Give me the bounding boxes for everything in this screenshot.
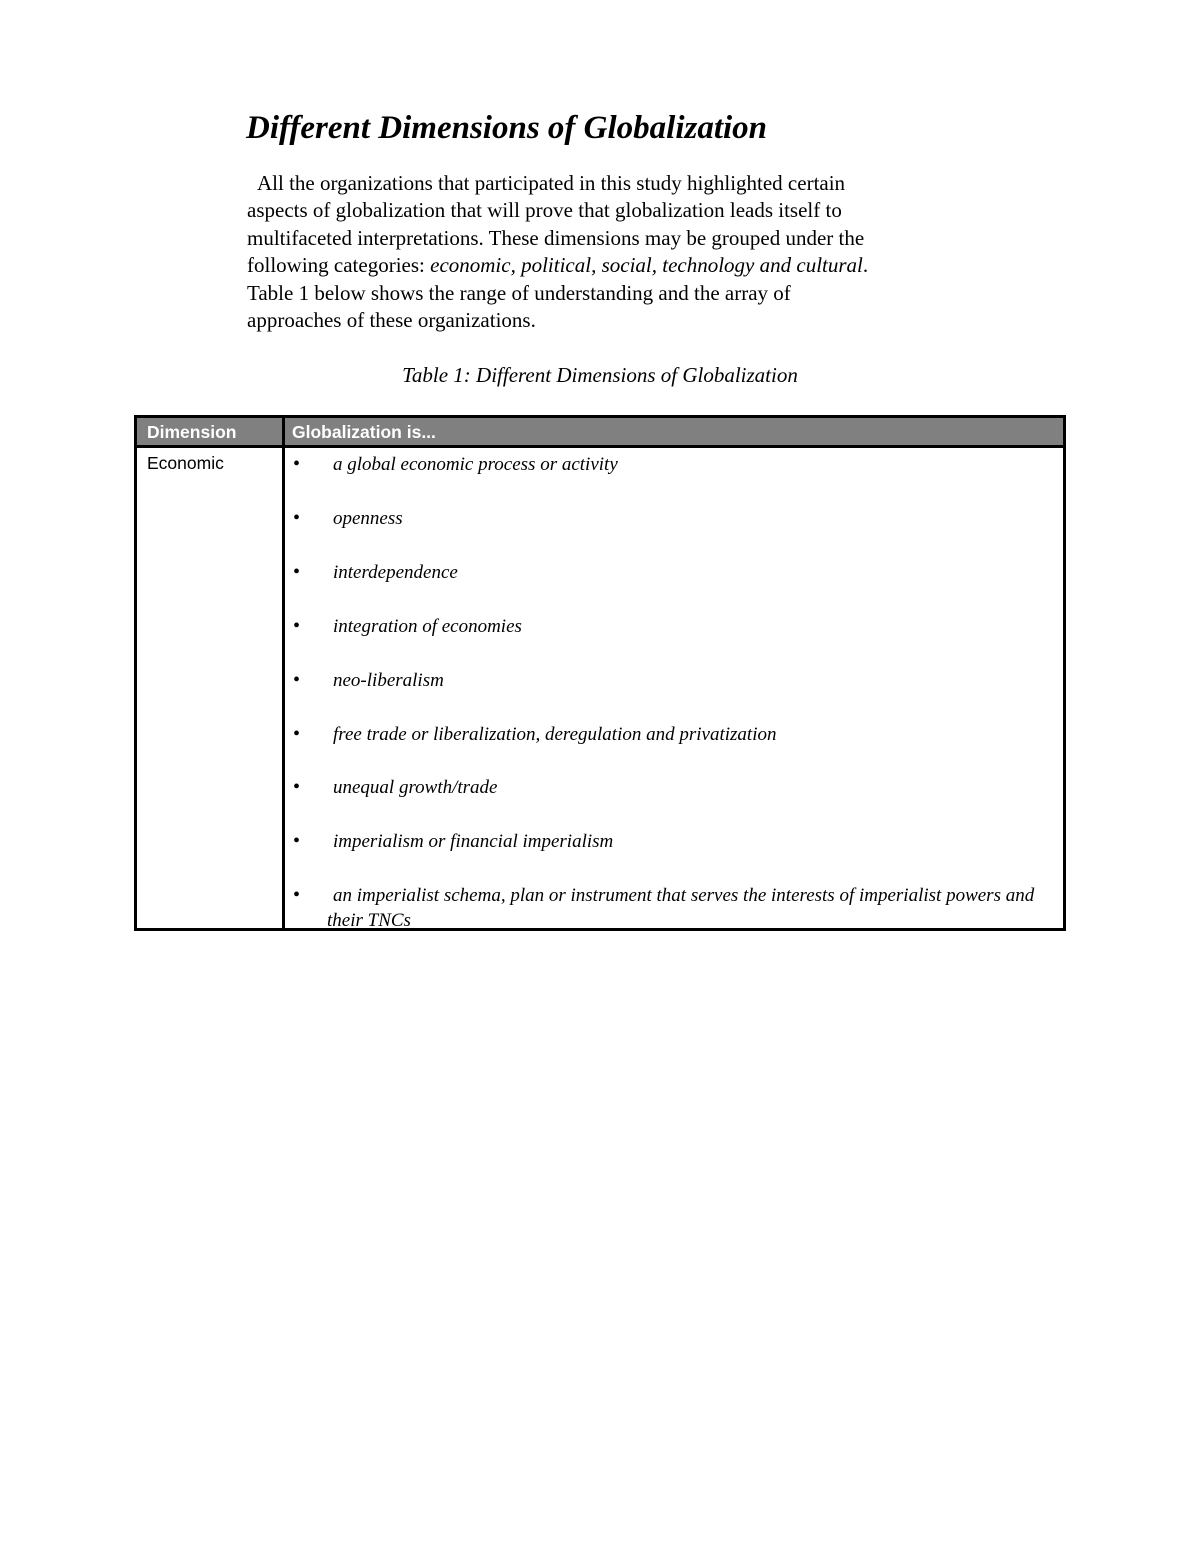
intro-line: Table 1 below shows the range of understanding and the array of (247, 280, 791, 305)
intro-line: multifaceted interpretations. These dimensions may be grouped under the (247, 225, 865, 250)
list-item-text: neo-liberalism (333, 670, 444, 691)
bullet-icon: • (293, 776, 301, 798)
bullet-icon: • (293, 561, 301, 583)
column-header-dimension: Dimension (147, 422, 237, 442)
list-item-text: an imperialist schema, plan or instrument that serves the interests of imperialist powers and their TNCs (327, 885, 1035, 931)
list-item-text: openness (333, 508, 403, 529)
intro-categories-suffix: . (862, 253, 869, 278)
bullet-icon: • (293, 507, 301, 529)
list-item-text: unequal growth/trade (333, 777, 498, 798)
bullet-icon: • (293, 669, 301, 691)
intro-categories-prefix: following categories: (247, 253, 431, 278)
bullet-icon: • (293, 884, 301, 906)
list-item-text: interdependence (333, 562, 458, 583)
intro-paragraph (247, 170, 967, 334)
bullet-icon: • (293, 830, 301, 852)
intro-line-categories (247, 252, 967, 279)
intro-line: All the organizations that participated in this study highlighted certain (257, 171, 846, 195)
column-header-globalization: Globalization is... (292, 422, 436, 442)
list-item-text: integration of economies (333, 616, 522, 637)
intro-line: aspects of globalization that will prove that globalization leads itself to (247, 198, 842, 223)
table-header-row (137, 418, 1063, 448)
document-title: Different Dimensions of Globalization (246, 110, 768, 146)
list-item-text: a global economic process or activity (333, 454, 618, 475)
column-divider (282, 418, 285, 928)
bullet-icon: • (293, 723, 301, 745)
dimensions-table (134, 415, 1066, 931)
intro-categories-list: economic, political, social, technology and cultural (430, 253, 863, 278)
intro-line: approaches of these organizations. (247, 308, 536, 333)
table-caption: Table 1: Different Dimensions of Globalization (402, 363, 798, 387)
list-item-text: imperialism or financial imperialism (333, 831, 614, 852)
bullet-icon: • (293, 615, 301, 637)
list-item-text: free trade or liberalization, deregulation and privatization (333, 724, 777, 745)
bullet-icon: • (293, 453, 301, 475)
row-dimension-label: Economic (147, 453, 224, 473)
